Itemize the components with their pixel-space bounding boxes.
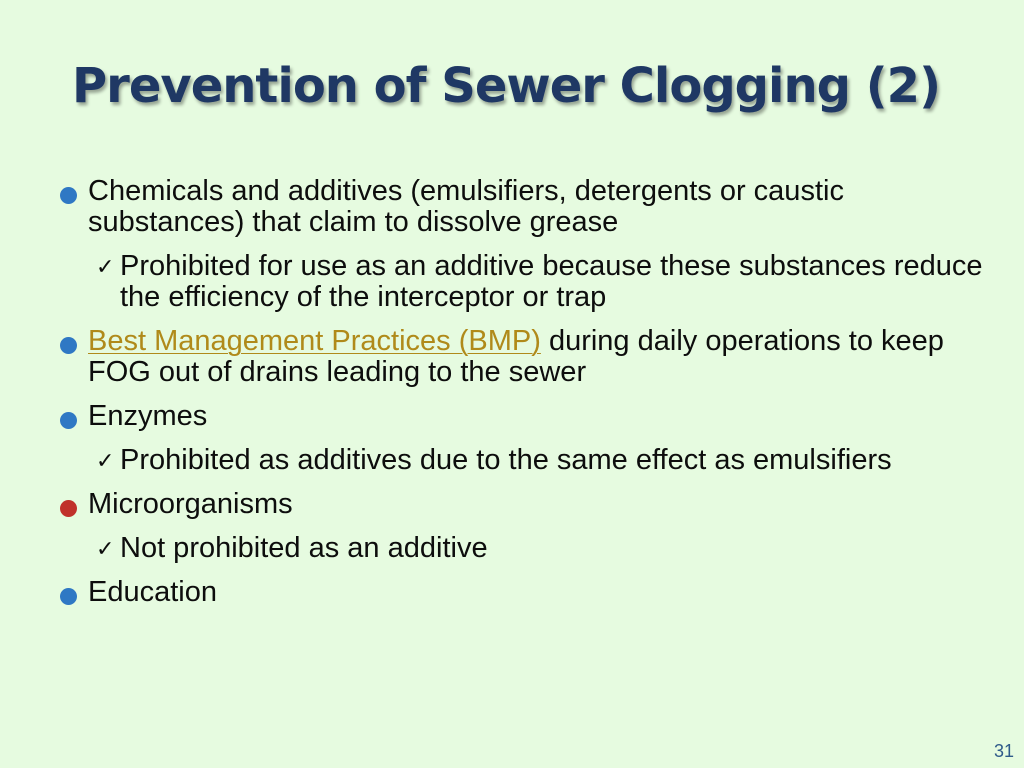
sub-item-text: Prohibited as additives due to the same effect as emulsifiers bbox=[120, 444, 892, 476]
page-number: 31 bbox=[993, 741, 1014, 761]
bullet-item-bmp bbox=[56, 326, 986, 388]
checkmark-icon: ✓ bbox=[96, 448, 115, 473]
bullet-dot-icon bbox=[60, 337, 77, 354]
bullet-dot-icon bbox=[60, 187, 77, 204]
bullet-item-chemicals bbox=[56, 176, 986, 238]
bmp-link[interactable]: Best Management Practices (BMP) bbox=[88, 325, 541, 357]
sub-item-microorganisms bbox=[56, 533, 986, 564]
bullet-dot-icon bbox=[60, 412, 77, 429]
bullet-item-enzymes bbox=[56, 401, 986, 432]
bullet-dot-icon bbox=[60, 500, 77, 517]
sub-item-text: Prohibited for use as an additive because these substances reduce the efficiency of the interceptor or trap bbox=[120, 250, 983, 313]
checkmark-icon: ✓ bbox=[96, 254, 115, 279]
bullet-list bbox=[56, 176, 986, 621]
sub-item-chemicals bbox=[56, 251, 986, 313]
bullet-item-education bbox=[56, 577, 986, 608]
sub-item-enzymes bbox=[56, 445, 986, 476]
bullet-item-microorganisms bbox=[56, 489, 986, 520]
bullet-text: Microorganisms bbox=[88, 488, 293, 520]
slide-title: Prevention of Sewer Clogging (2) bbox=[72, 58, 940, 114]
bullet-text: Enzymes bbox=[88, 400, 208, 432]
bullet-text: during daily operations to keep FOG out of drains leading to the sewer bbox=[88, 325, 944, 388]
sub-item-text: Not prohibited as an additive bbox=[120, 532, 488, 564]
bullet-dot-icon bbox=[60, 588, 77, 605]
bullet-text: Chemicals and additives (emulsifiers, detergents or caustic substances) that claim to dissolve grease bbox=[88, 175, 844, 238]
bullet-text: Education bbox=[88, 576, 217, 608]
checkmark-icon: ✓ bbox=[96, 536, 115, 561]
